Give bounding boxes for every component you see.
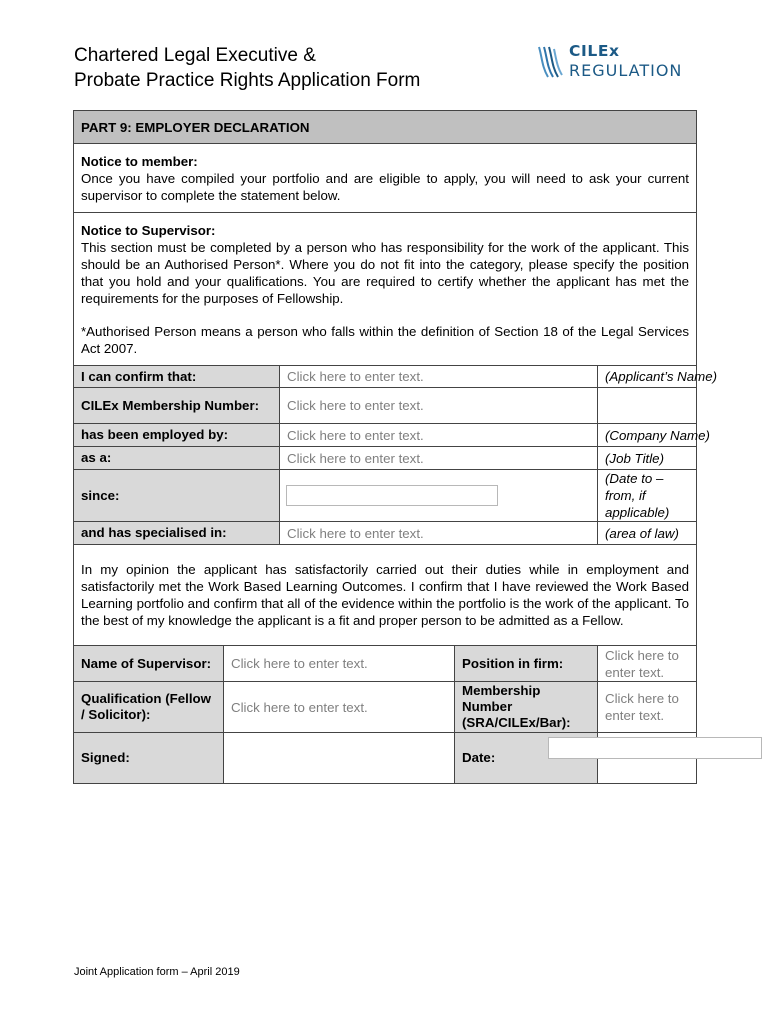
position-label: Position in firm: (455, 646, 598, 682)
position-field[interactable]: Click here to enter text. (598, 646, 697, 682)
membership-number-label: Membership Number (SRA/CILEx/Bar): (455, 682, 598, 733)
confirm-hint: (area of law) (598, 522, 697, 545)
title-line-1: Chartered Legal Executive & (74, 45, 316, 66)
notice-member-title: Notice to member: (81, 153, 198, 169)
confirm-hint: (Job Title) (598, 447, 697, 470)
notice-to-member (74, 144, 697, 213)
confirm-row (74, 366, 697, 388)
since-date-cell (280, 470, 598, 522)
applicant-name-field[interactable]: Click here to enter text. (280, 366, 598, 388)
qualification-label: Qualification (Fellow / Solicitor): (74, 682, 224, 733)
confirm-label: CILEx Membership Number: (74, 388, 280, 424)
confirm-hint: (Company Name) (598, 424, 697, 447)
company-name-field[interactable]: Click here to enter text. (280, 424, 598, 447)
confirm-row (74, 424, 697, 447)
quill-logo-icon (536, 45, 566, 79)
confirm-hint: (Applicant’s Name) (598, 366, 697, 388)
logo-line-2: REGULATION (569, 61, 683, 80)
confirm-label: since: (74, 470, 280, 522)
notice-to-supervisor (74, 213, 697, 366)
opinion-statement: In my opinion the applicant has satisfactorily carried out their duties while in employment and satisfactorily met the Work Based Learning Outcomes. I confirm that I have reviewed the Work Based Learning portfolio and confirm that all of the evidence within the portfolio is the work of the applicant. To the best of my knowledge the applicant is a fit and proper person to be admitted as a Fellow. (74, 545, 697, 646)
confirm-row (74, 388, 697, 424)
section-heading: PART 9: EMPLOYER DECLARATION (74, 111, 697, 144)
date-label: Date: (455, 733, 598, 784)
form-title (74, 43, 420, 93)
area-of-law-field[interactable]: Click here to enter text. (280, 522, 598, 545)
notice-supervisor-text: This section must be completed by a person who has responsibility for the work of the applicant. This should be an Authorised Person*. Where you do not fit into the category, please specify the position that you hold and your qualifications. You are required to certify whether the applicant has met the requirements for the purposes of Fellowship. (81, 239, 689, 306)
signature-field[interactable] (224, 733, 455, 784)
confirm-hint (598, 388, 697, 424)
confirm-label: as a: (74, 447, 280, 470)
qualification-field[interactable]: Click here to enter text. (224, 682, 455, 733)
confirm-row (74, 470, 697, 522)
notice-supervisor-title: Notice to Supervisor: (81, 222, 216, 238)
confirm-hint: (Date to – from, if applicable) (598, 470, 697, 522)
confirm-row (74, 522, 697, 545)
cilex-regulation-logo (536, 42, 706, 82)
confirm-label: has been employed by: (74, 424, 280, 447)
notice-member-text: Once you have compiled your portfolio and are eligible to apply, you will need to ask your current supervisor to complete the statement below. (81, 170, 689, 203)
job-title-field[interactable]: Click here to enter text. (280, 447, 598, 470)
confirm-row (74, 447, 697, 470)
employer-declaration-table (73, 110, 718, 784)
confirm-label: I can confirm that: (74, 366, 280, 388)
confirm-label: and has specialised in: (74, 522, 280, 545)
title-line-2: Probate Practice Rights Application Form (74, 70, 421, 91)
supervisor-membership-field[interactable]: Click here to enter text. (598, 682, 697, 733)
signed-label: Signed: (74, 733, 224, 784)
membership-number-field[interactable]: Click here to enter text. (280, 388, 598, 424)
logo-line-1: CILEx (569, 42, 620, 60)
date-input[interactable] (548, 737, 762, 759)
footer: Joint Application form – April 2019 (74, 966, 240, 978)
supervisor-name-field[interactable]: Click here to enter text. (224, 646, 455, 682)
authorised-person-note: *Authorised Person means a person who falls within the definition of Section 18 of the Legal Services Act 2007. (81, 323, 689, 356)
since-date-input[interactable] (286, 485, 498, 506)
supervisor-name-label: Name of Supervisor: (74, 646, 224, 682)
